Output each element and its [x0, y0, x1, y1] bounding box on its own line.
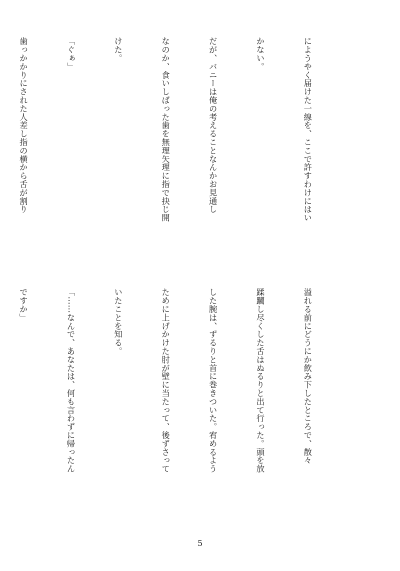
text-line: 歯っかかりにされた人差し指の横から舌が割り: [19, 37, 30, 214]
text-line: 「……なんで、あなたは、何も言わずに帰ったん: [66, 288, 77, 473]
text-line: だが、バニーは俺の考えることなんかお見通し: [208, 37, 219, 214]
lower-text-block: [19, 288, 347, 518]
text-line: にようやく届けた一線を、ここで許すわけにはい: [303, 37, 314, 222]
text-line: した腕は、ずるりと首に巻きついた。宥めるよう: [208, 288, 219, 473]
upper-text-block: [19, 37, 347, 267]
text-line: かない。: [256, 37, 267, 71]
text-line: 「ぐぁ」: [66, 37, 77, 71]
text-line: いたことを知る。: [113, 288, 124, 356]
text-line: けた。: [113, 37, 124, 63]
text-line: ために上げかけた肘が壁に当たって、後ずさって: [161, 288, 172, 473]
text-line: 蹂躙し尽くした舌はぬるりと出て行った。頭を放: [256, 288, 267, 473]
text-line: 溢れる前にどうにか飲み下したところで、散々: [303, 288, 314, 465]
text-line: ですか」: [19, 288, 30, 322]
page-number: 5: [197, 539, 203, 548]
text-line: なのか、食いしばった歯を無理矢理に指で抉じ開: [161, 37, 172, 222]
